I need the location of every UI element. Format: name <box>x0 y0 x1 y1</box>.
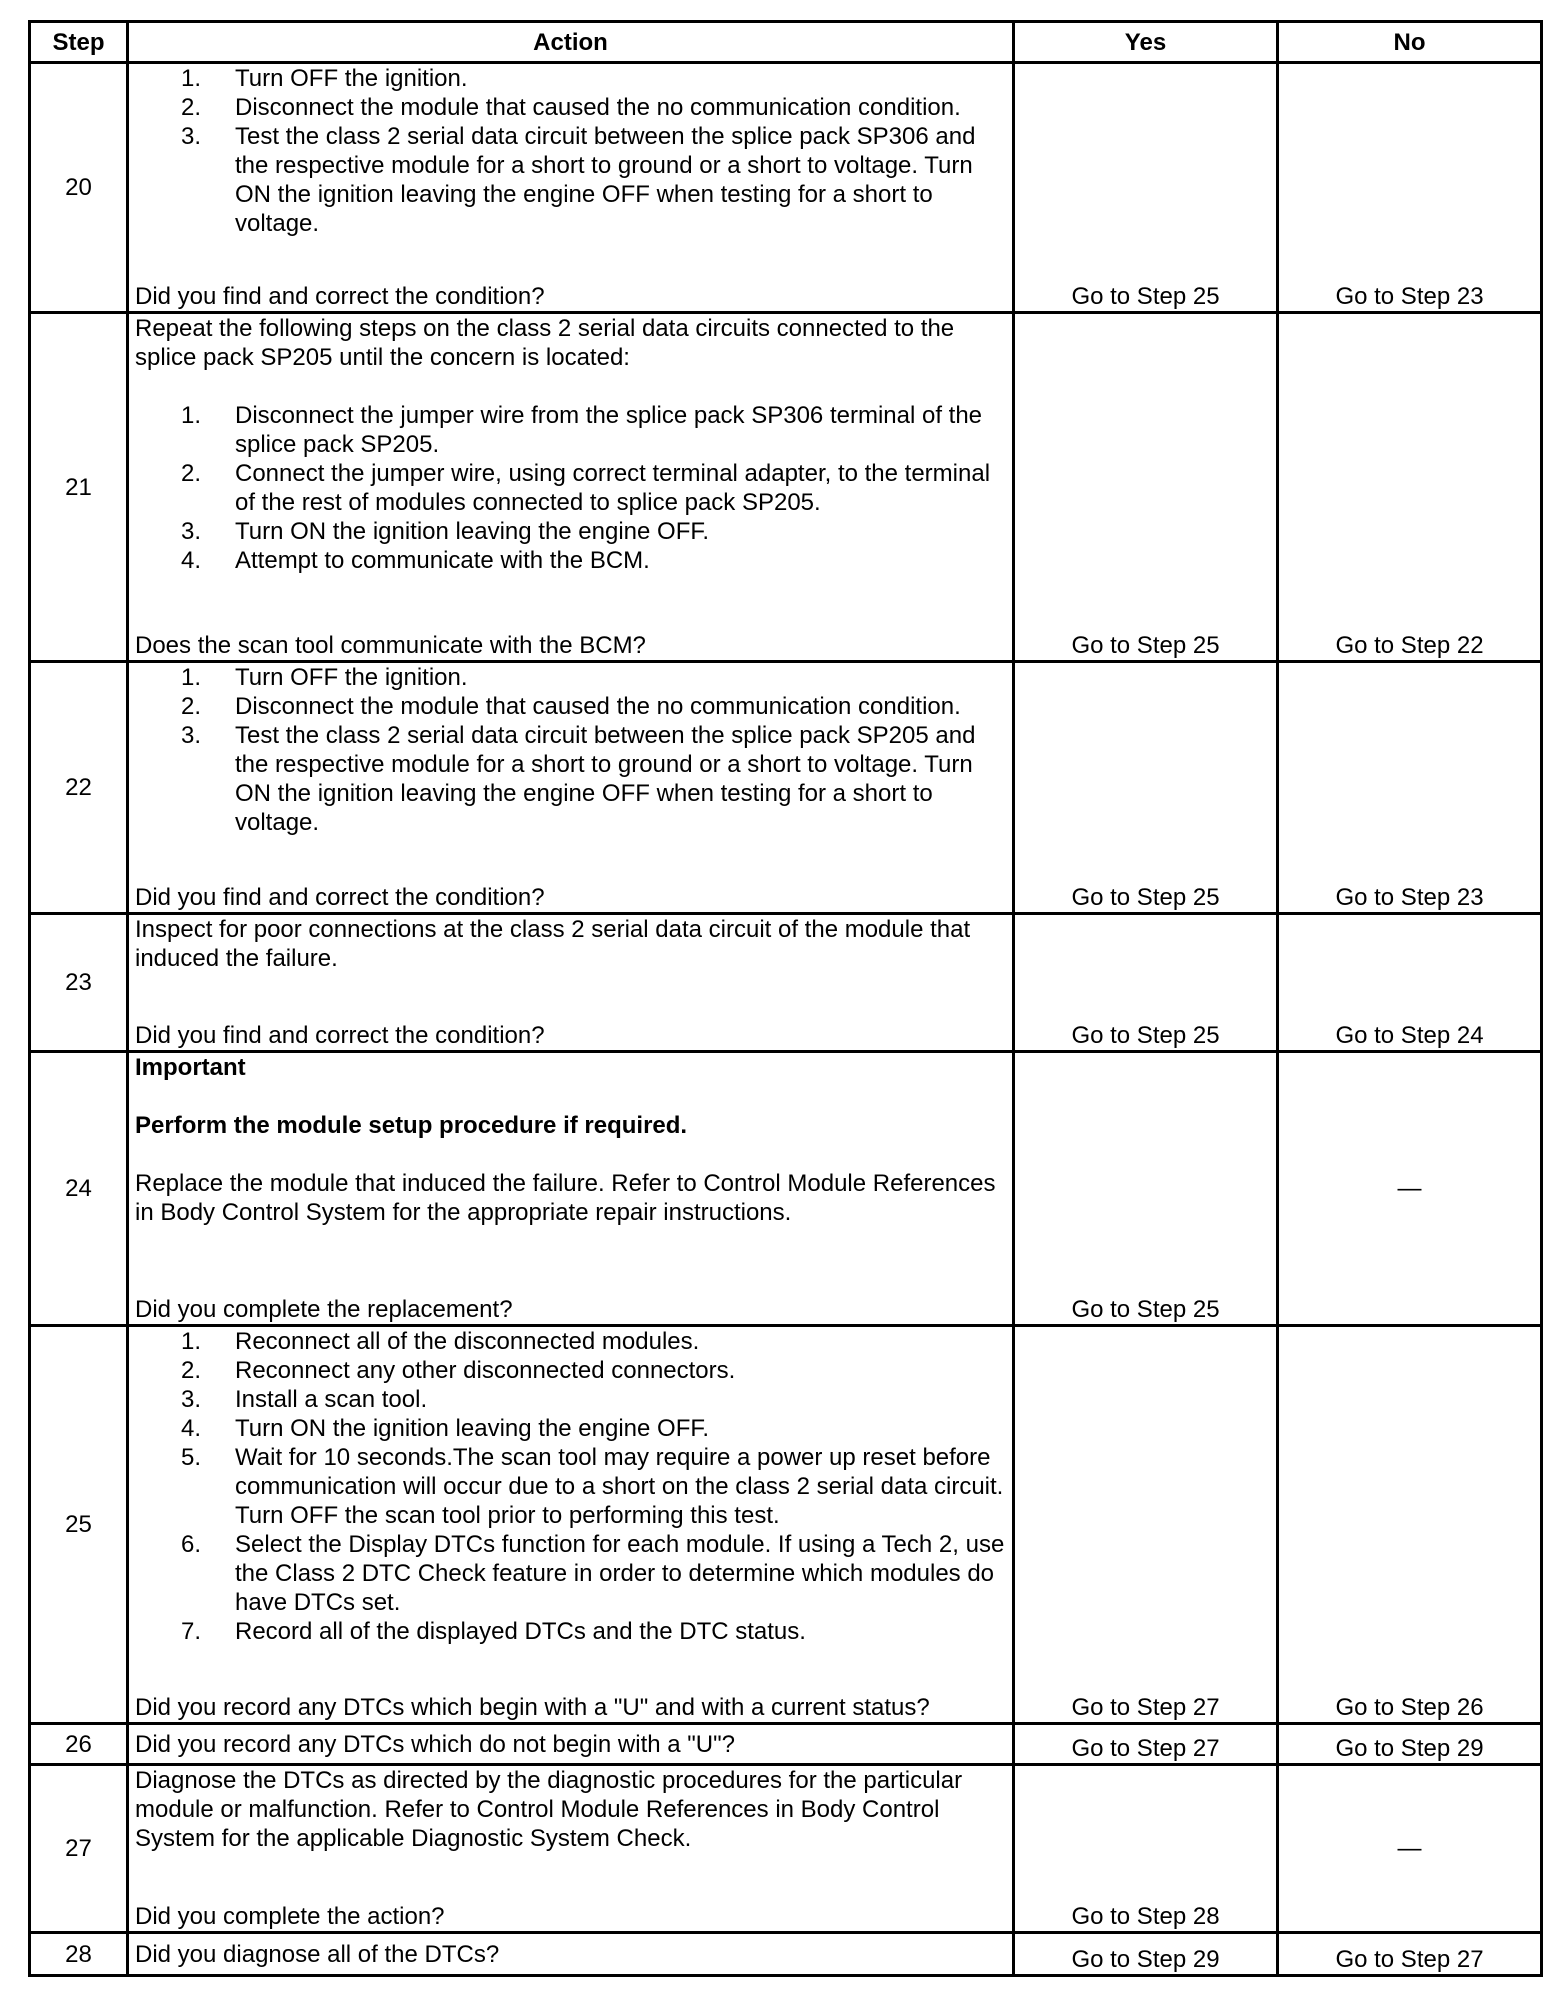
action-question: Did you find and correct the condition? <box>135 884 545 911</box>
diagnostic-table <box>28 20 1543 1977</box>
action-question: Does the scan tool communicate with the BCM? <box>135 632 646 659</box>
action-question: Did you complete the action? <box>135 1903 445 1930</box>
no-result: Go to Step 27 <box>1278 1933 1542 1976</box>
list-item: 3. Test the class 2 serial data circuit between the splice pack SP306 and the respective module for a short to ground or a short to voltage. Turn ON the ignition leaving the engine OFF when testing for a short to voltage. <box>180 123 976 237</box>
step-list <box>135 663 1006 837</box>
header-step: Step <box>30 22 128 63</box>
action-cell <box>128 914 1014 1052</box>
important-heading: Important <box>135 1054 246 1081</box>
yes-result: Go to Step 25 <box>1014 1052 1278 1326</box>
step-number: 22 <box>30 662 128 914</box>
action-cell <box>128 1765 1014 1933</box>
step-number: 27 <box>30 1765 128 1933</box>
list-item: 6. Select the Display DTCs function for each module. If using a Tech 2, use the Class 2 DTC Check feature in order to determine which modules do have DTCs set. <box>180 1531 1005 1616</box>
header-row <box>30 22 1542 63</box>
yes-result: Go to Step 29 <box>1014 1933 1278 1976</box>
yes-result: Go to Step 27 <box>1014 1326 1278 1724</box>
action-intro: Diagnose the DTCs as directed by the diagnostic procedures for the particular module or malfunction. Refer to Control Module References in Body Control System for the applicable Diagnostic System Check. <box>135 1767 963 1852</box>
step-list <box>135 401 1006 575</box>
list-item: 4. Attempt to communicate with the BCM. <box>180 547 650 574</box>
list-item: 5. Wait for 10 seconds.The scan tool may require a power up reset before communication will occur due to a short on the class 2 serial data circuit. Turn OFF the scan tool prior to performing this test. <box>180 1444 1004 1529</box>
list-item: 3. Test the class 2 serial data circuit between the splice pack SP205 and the respective module for a short to ground or a short to voltage. Turn ON the ignition leaving the engine OFF when testing for a short to voltage. <box>180 722 976 836</box>
step-row-21 <box>30 313 1542 662</box>
action-question: Did you complete the replacement? <box>135 1296 513 1323</box>
no-result: Go to Step 26 <box>1278 1326 1542 1724</box>
step-row-20 <box>30 63 1542 313</box>
no-result: Go to Step 24 <box>1278 914 1542 1052</box>
header-no: No <box>1278 22 1542 63</box>
step-number: 28 <box>30 1933 128 1976</box>
no-result: Go to Step 23 <box>1278 63 1542 313</box>
step-number: 20 <box>30 63 128 313</box>
action-question: Did you record any DTCs which begin with a "U" and with a current status? <box>135 1694 930 1721</box>
no-result: Go to Step 22 <box>1278 313 1542 662</box>
no-result: — <box>1278 1052 1542 1326</box>
step-number: 24 <box>30 1052 128 1326</box>
step-number: 26 <box>30 1724 128 1765</box>
no-result: Go to Step 29 <box>1278 1724 1542 1765</box>
step-number: 25 <box>30 1326 128 1724</box>
step-number: 21 <box>30 313 128 662</box>
action-question: Did you find and correct the condition? <box>135 283 545 310</box>
action-cell <box>128 662 1014 914</box>
step-row-27 <box>30 1765 1542 1933</box>
important-note: Perform the module setup procedure if required. <box>135 1112 688 1139</box>
action-question: Did you find and correct the condition? <box>135 1022 545 1049</box>
action-cell <box>128 1052 1014 1326</box>
action-cell <box>128 1933 1014 1976</box>
list-item: 1. Reconnect all of the disconnected modules. <box>180 1328 700 1355</box>
action-cell <box>128 1724 1014 1765</box>
step-list <box>135 64 1006 238</box>
step-list <box>135 1327 1006 1646</box>
action-cell <box>128 1326 1014 1724</box>
yes-result: Go to Step 28 <box>1014 1765 1278 1933</box>
yes-result: Go to Step 25 <box>1014 662 1278 914</box>
action-intro: Replace the module that induced the failure. Refer to Control Module References in Body Control System for the appropriate repair instructions. <box>135 1170 996 1226</box>
list-item: 4. Turn ON the ignition leaving the engine OFF. <box>180 1415 710 1442</box>
step-row-24 <box>30 1052 1542 1326</box>
list-item: 2. Disconnect the module that caused the no communication condition. <box>180 693 961 720</box>
yes-result: Go to Step 25 <box>1014 914 1278 1052</box>
list-item: 2. Disconnect the module that caused the no communication condition. <box>180 94 961 121</box>
yes-result: Go to Step 25 <box>1014 63 1278 313</box>
list-item: 2. Connect the jumper wire, using correct terminal adapter, to the terminal of the rest of modules connected to splice pack SP205. <box>180 460 991 516</box>
action-question: Did you diagnose all of the DTCs? <box>135 1940 500 1968</box>
action-question: Did you record any DTCs which do not begin with a "U"? <box>135 1730 735 1758</box>
action-cell <box>128 63 1014 313</box>
step-number: 23 <box>30 914 128 1052</box>
action-cell <box>128 313 1014 662</box>
list-item: 7. Record all of the displayed DTCs and the DTC status. <box>180 1618 806 1645</box>
yes-result: Go to Step 27 <box>1014 1724 1278 1765</box>
list-item: 1. Turn OFF the ignition. <box>180 664 468 691</box>
action-intro: Inspect for poor connections at the class 2 serial data circuit of the module that induced the failure. <box>135 916 971 972</box>
step-row-22 <box>30 662 1542 914</box>
header-action: Action <box>128 22 1014 63</box>
yes-result: Go to Step 25 <box>1014 313 1278 662</box>
step-row-28 <box>30 1933 1542 1976</box>
header-yes: Yes <box>1014 22 1278 63</box>
step-row-26 <box>30 1724 1542 1765</box>
no-result: Go to Step 23 <box>1278 662 1542 914</box>
no-result: — <box>1278 1765 1542 1933</box>
list-item: 3. Turn ON the ignition leaving the engine OFF. <box>180 518 710 545</box>
list-item: 1. Turn OFF the ignition. <box>180 65 468 92</box>
step-row-25 <box>30 1326 1542 1724</box>
list-item: 2. Reconnect any other disconnected connectors. <box>180 1357 736 1384</box>
list-item: 3. Install a scan tool. <box>180 1386 428 1413</box>
list-item: 1. Disconnect the jumper wire from the splice pack SP306 terminal of the splice pack SP205. <box>180 402 983 458</box>
step-row-23 <box>30 914 1542 1052</box>
action-intro: Repeat the following steps on the class 2 serial data circuits connected to the splice pack SP205 until the concern is located: <box>135 315 955 371</box>
